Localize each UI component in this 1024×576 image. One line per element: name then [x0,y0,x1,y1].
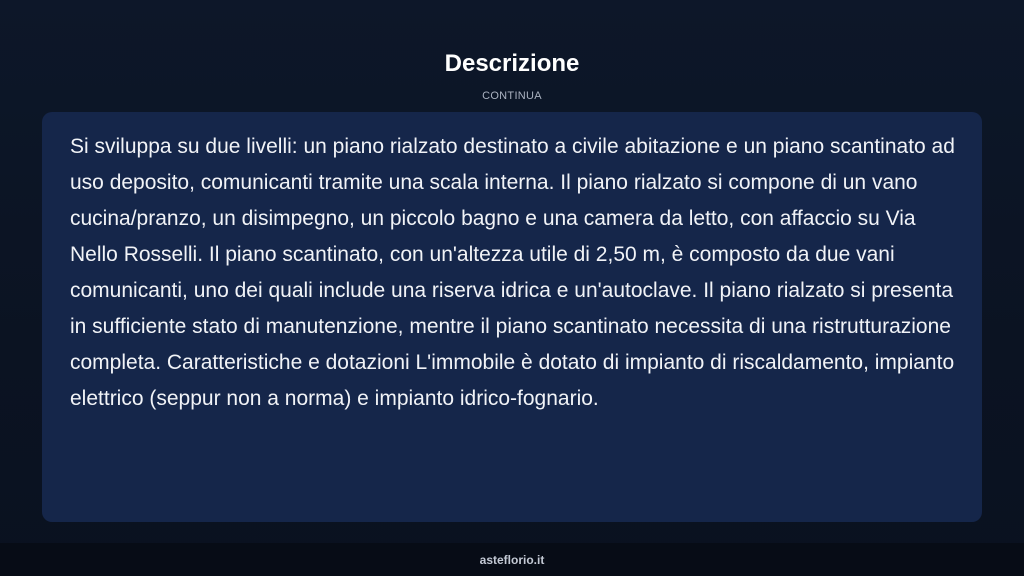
footer-bar [0,543,1024,576]
page-title: Descrizione [444,50,580,77]
description-text: Si sviluppa su due livelli: un piano rialzato destinato a civile abitazione e un piano scantinato ad uso deposito, comunicanti tramite una scala interna. Il piano rialzato si compone di un vano cucina/pranzo, un disimpegno, un piccolo bagno e una camera da letto, con affaccio su Via Nello Rosselli. Il piano scantinato, con un'altezza utile di 2,50 m, è composto da due vani comunicanti, uno dei quali include una riserva idrica e un'autoclave. Il piano rialzato si presenta in sufficiente stato di manutenzione, mentre il piano scantinato necessita di una ristrutturazione completa. Caratteristiche e dotazioni L'immobile è dotato di impianto di riscaldamento, impianto elettrico (seppur non a norma) e impianto idrico-fognario. [70,135,955,410]
continua-label: CONTINUA [482,90,542,102]
description-card [42,112,982,522]
footer-site-label: asteflorio.it [479,553,545,567]
